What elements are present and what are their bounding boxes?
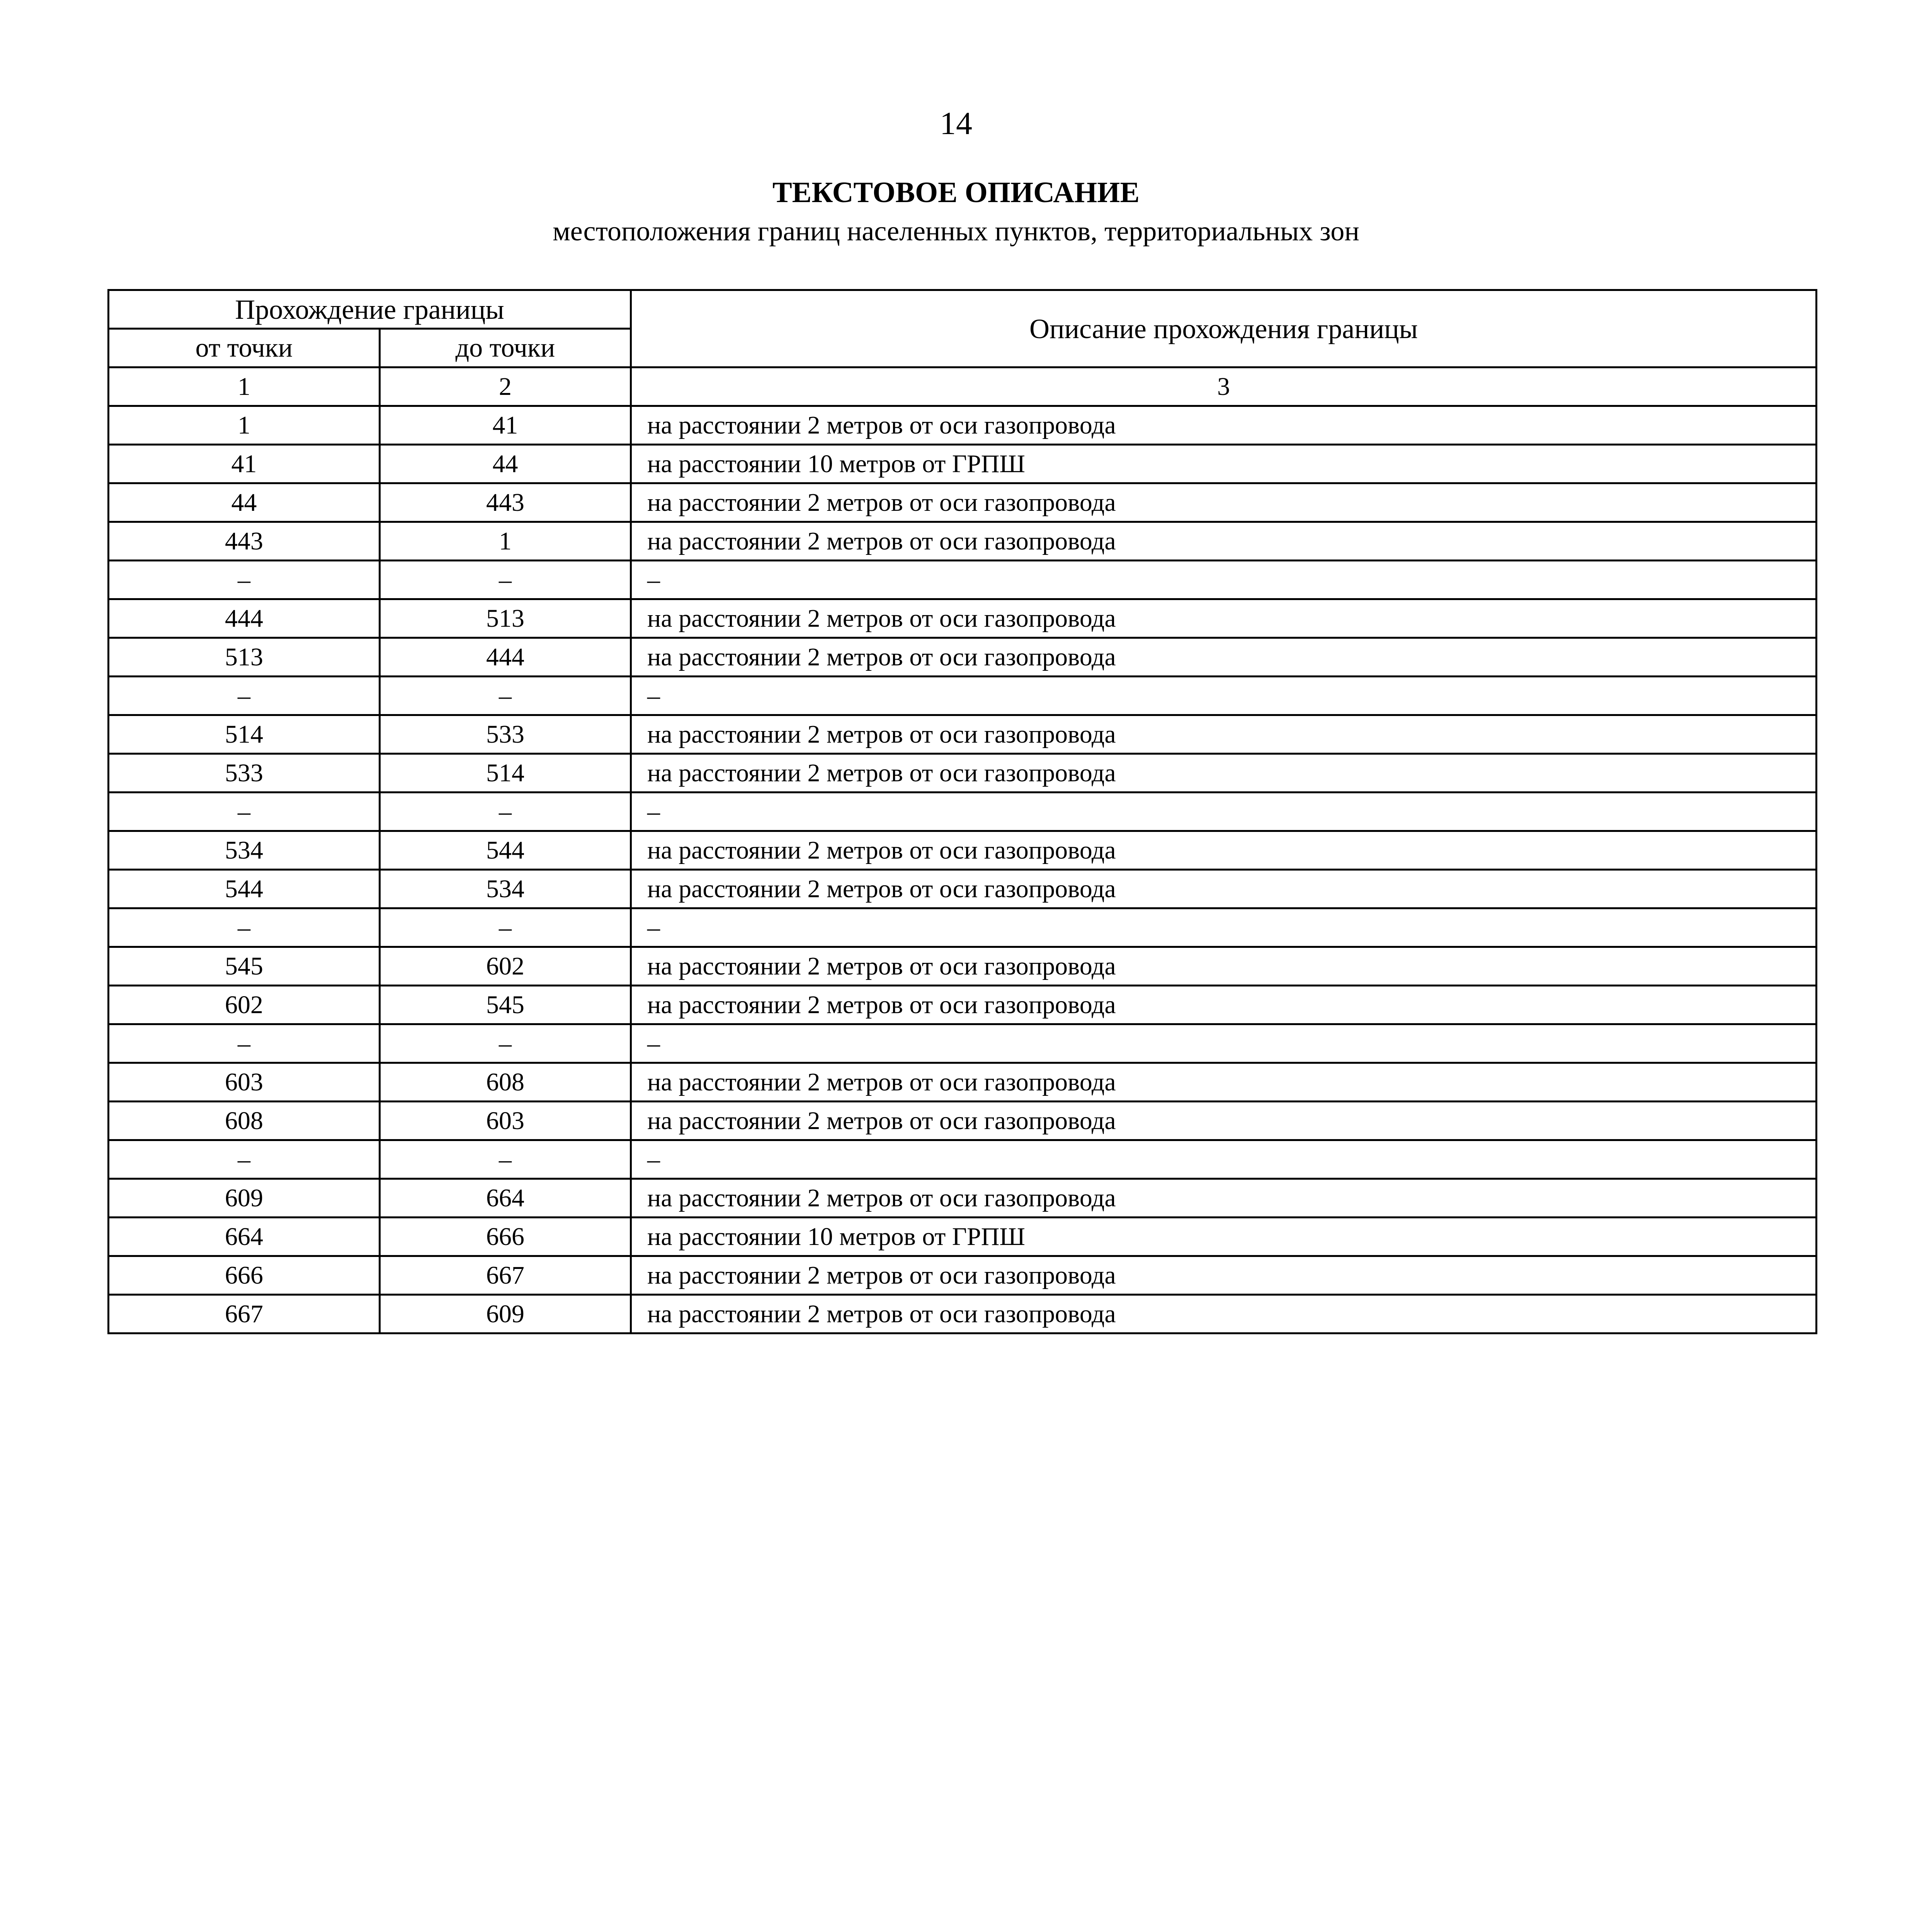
from-point-cell: 667 <box>109 1295 380 1333</box>
table-row <box>109 445 1817 483</box>
to-point-cell: – <box>380 561 631 599</box>
to-point-cell: 534 <box>380 870 631 908</box>
table-row <box>109 1024 1817 1063</box>
description-cell: – <box>631 561 1817 599</box>
from-point-cell: 533 <box>109 754 380 793</box>
description-cell: на расстоянии 2 метров от оси газопровода <box>631 599 1817 638</box>
header-from-point: от точки <box>109 329 380 367</box>
to-point-cell: 443 <box>380 483 631 522</box>
from-point-cell: – <box>109 1024 380 1063</box>
description-cell: на расстоянии 2 метров от оси газопровода <box>631 1179 1817 1218</box>
from-point-cell: 513 <box>109 638 380 677</box>
table-row <box>109 1256 1817 1295</box>
table-row <box>109 793 1817 831</box>
description-cell: – <box>631 677 1817 715</box>
table-row <box>109 522 1817 561</box>
from-point-cell: 666 <box>109 1256 380 1295</box>
table-row <box>109 947 1817 986</box>
description-cell: на расстоянии 2 метров от оси газопровода <box>631 715 1817 754</box>
header-row-top <box>109 290 1817 329</box>
to-point-cell: – <box>380 1024 631 1063</box>
table-row <box>109 1295 1817 1333</box>
to-point-cell: 667 <box>380 1256 631 1295</box>
description-cell: на расстоянии 2 метров от оси газопровода <box>631 754 1817 793</box>
from-point-cell: 545 <box>109 947 380 986</box>
to-point-cell: – <box>380 1140 631 1179</box>
from-point-cell: – <box>109 908 380 947</box>
to-point-cell: 1 <box>380 522 631 561</box>
column-number: 2 <box>380 367 631 406</box>
table-row <box>109 1140 1817 1179</box>
document-title: ТЕКСТОВОЕ ОПИСАНИЕ <box>772 176 1140 209</box>
table-row <box>109 599 1817 638</box>
description-cell: – <box>631 793 1817 831</box>
table-row <box>109 1102 1817 1140</box>
to-point-cell: 41 <box>380 406 631 445</box>
from-point-cell: – <box>109 561 380 599</box>
description-cell: на расстоянии 2 метров от оси газопровода <box>631 483 1817 522</box>
to-point-cell: 608 <box>380 1063 631 1102</box>
column-number: 3 <box>631 367 1817 406</box>
table-row <box>109 831 1817 870</box>
description-cell: на расстоянии 2 метров от оси газопровода <box>631 406 1817 445</box>
from-point-cell: 444 <box>109 599 380 638</box>
from-point-cell: 514 <box>109 715 380 754</box>
to-point-cell: 533 <box>380 715 631 754</box>
description-cell: на расстоянии 2 метров от оси газопровода <box>631 947 1817 986</box>
table-header <box>109 290 1817 406</box>
to-point-cell: 544 <box>380 831 631 870</box>
description-cell: – <box>631 908 1817 947</box>
table-body <box>109 406 1817 1333</box>
from-point-cell: 1 <box>109 406 380 445</box>
header-to-point: до точки <box>380 329 631 367</box>
boundary-table <box>107 289 1817 1334</box>
to-point-cell: 602 <box>380 947 631 986</box>
table-row <box>109 754 1817 793</box>
page-number: 14 <box>940 105 972 141</box>
column-number: 1 <box>109 367 380 406</box>
header-boundary-passage: Прохождение границы <box>109 290 631 329</box>
from-point-cell: – <box>109 677 380 715</box>
description-cell: – <box>631 1140 1817 1179</box>
from-point-cell: 602 <box>109 986 380 1024</box>
from-point-cell: 534 <box>109 831 380 870</box>
table-row <box>109 406 1817 445</box>
description-cell: на расстоянии 2 метров от оси газопровода <box>631 870 1817 908</box>
from-point-cell: 664 <box>109 1218 380 1256</box>
from-point-cell: 608 <box>109 1102 380 1140</box>
from-point-cell: 544 <box>109 870 380 908</box>
to-point-cell: 514 <box>380 754 631 793</box>
to-point-cell: 666 <box>380 1218 631 1256</box>
description-cell: на расстоянии 10 метров от ГРПШ <box>631 445 1817 483</box>
table-row <box>109 986 1817 1024</box>
from-point-cell: – <box>109 1140 380 1179</box>
from-point-cell: 609 <box>109 1179 380 1218</box>
to-point-cell: 513 <box>380 599 631 638</box>
description-cell: на расстоянии 2 метров от оси газопровода <box>631 831 1817 870</box>
description-cell: на расстоянии 2 метров от оси газопровода <box>631 1256 1817 1295</box>
description-cell: – <box>631 1024 1817 1063</box>
header-boundary-description: Описание прохождения границы <box>631 290 1817 367</box>
table-row <box>109 677 1817 715</box>
table-row <box>109 1218 1817 1256</box>
table-row <box>109 908 1817 947</box>
from-point-cell: 44 <box>109 483 380 522</box>
description-cell: на расстоянии 10 метров от ГРПШ <box>631 1218 1817 1256</box>
description-cell: на расстоянии 2 метров от оси газопровода <box>631 1102 1817 1140</box>
to-point-cell: 664 <box>380 1179 631 1218</box>
document-subtitle: местоположения границ населенных пунктов, территориальных зон <box>553 216 1359 247</box>
description-cell: на расстоянии 2 метров от оси газопровода <box>631 522 1817 561</box>
description-cell: на расстоянии 2 метров от оси газопровода <box>631 1063 1817 1102</box>
table-row <box>109 1179 1817 1218</box>
table-row <box>109 715 1817 754</box>
from-point-cell: 41 <box>109 445 380 483</box>
description-cell: на расстоянии 2 метров от оси газопровода <box>631 986 1817 1024</box>
table-row <box>109 638 1817 677</box>
description-cell: на расстоянии 2 метров от оси газопровода <box>631 1295 1817 1333</box>
to-point-cell: – <box>380 908 631 947</box>
to-point-cell: 609 <box>380 1295 631 1333</box>
header-column-numbers <box>109 367 1817 406</box>
to-point-cell: – <box>380 677 631 715</box>
table-row <box>109 1063 1817 1102</box>
table-row <box>109 561 1817 599</box>
from-point-cell: 443 <box>109 522 380 561</box>
to-point-cell: 44 <box>380 445 631 483</box>
to-point-cell: – <box>380 793 631 831</box>
to-point-cell: 444 <box>380 638 631 677</box>
from-point-cell: – <box>109 793 380 831</box>
from-point-cell: 603 <box>109 1063 380 1102</box>
description-cell: на расстоянии 2 метров от оси газопровода <box>631 638 1817 677</box>
to-point-cell: 603 <box>380 1102 631 1140</box>
table-row <box>109 870 1817 908</box>
to-point-cell: 545 <box>380 986 631 1024</box>
table-row <box>109 483 1817 522</box>
